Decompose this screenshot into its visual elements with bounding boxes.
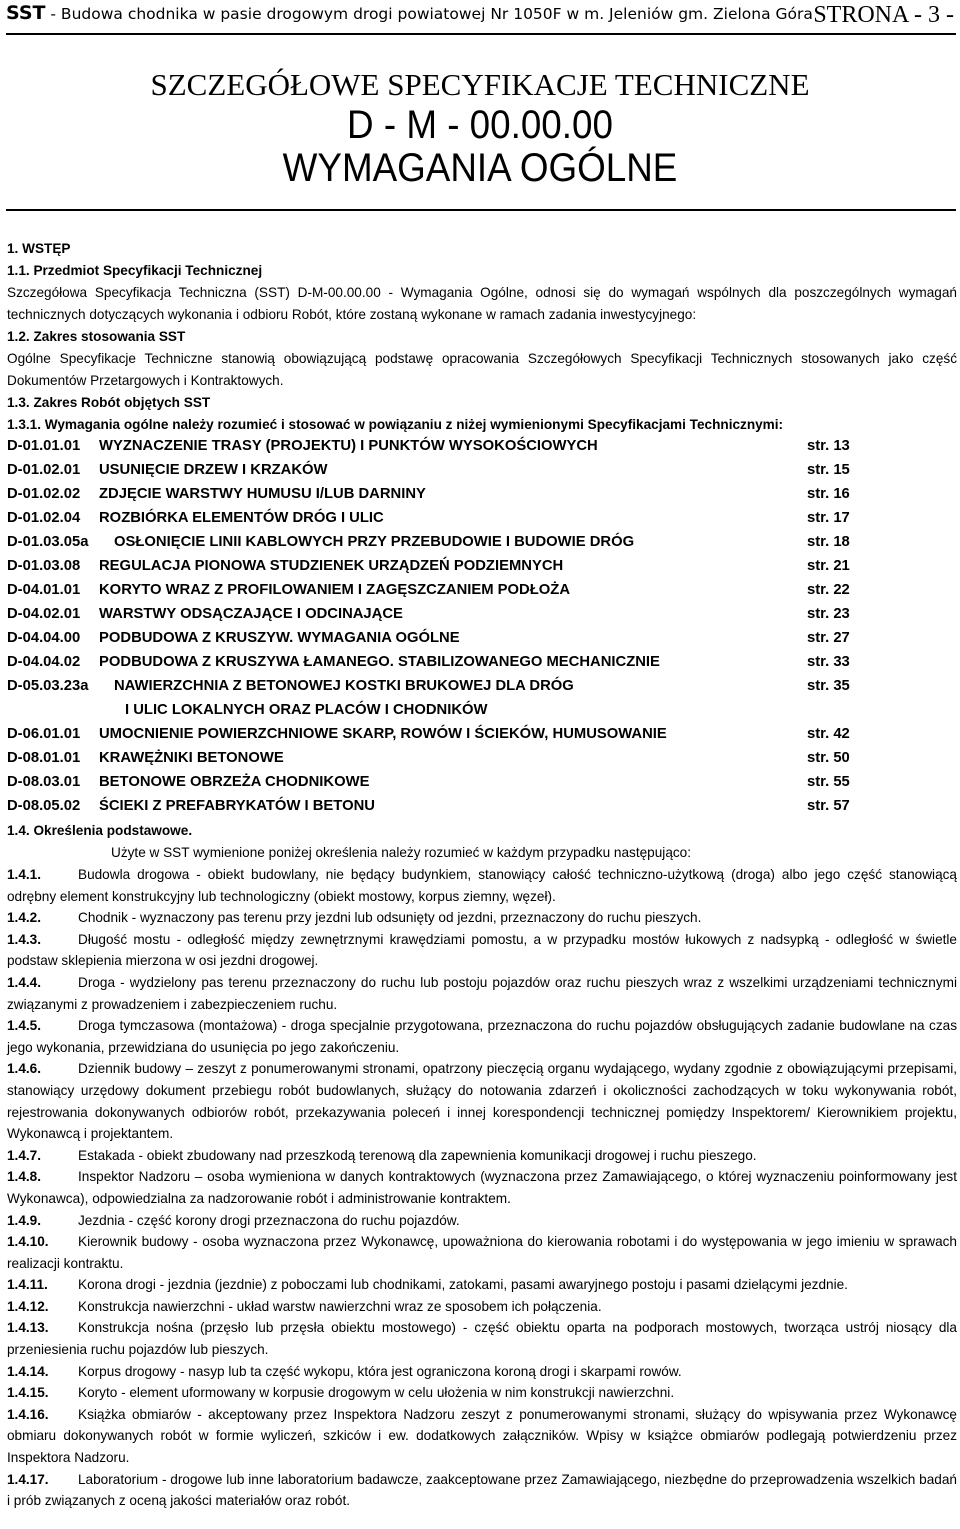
spec-name: KRAWĘŻNIKI BETONOWE bbox=[99, 750, 284, 766]
document-title: SZCZEGÓŁOWE SPECYFIKACJE TECHNICZNE bbox=[150, 67, 810, 102]
definition-number: 1.4.1. bbox=[7, 867, 42, 882]
spec-code: D-08.01.01 bbox=[7, 750, 81, 766]
definition-text: Długość mostu - odległość między zewnętrznymi krawędziami pomostu, a w przypadku mostów łukowych z nadsypką - odległość w świetle podstaw sklepienia mierzona w osi jezdni drogowej. bbox=[7, 931, 957, 969]
definition-number: 1.4.12. bbox=[7, 1298, 49, 1314]
spec-name: PODBUDOWA Z KRUSZYWA ŁAMANEGO. STABILIZOWANEGO MECHANICZNIE bbox=[99, 654, 660, 670]
definition-text: Jezdnia - część korony drogi przeznaczona do ruchu pojazdów. bbox=[78, 1212, 460, 1228]
spec-page: str. 27 bbox=[807, 630, 850, 646]
definition-text: Laboratorium - drogowe lub inne laboratorium badawcze, zaakceptowane przez Zamawiającego, niezbędne do przeprowadzenia wszelkich badań i prób związanych z oceną jakości materiałów oraz robót. bbox=[7, 1471, 957, 1509]
section-heading-1-1: 1.1. Przedmiot Specyfikacji Technicznej bbox=[7, 263, 263, 278]
spec-code: D-04.04.00 bbox=[7, 630, 81, 646]
section-heading-1: 1. WSTĘP bbox=[7, 241, 71, 256]
spec-code: D-01.02.01 bbox=[7, 462, 81, 478]
definition-item bbox=[7, 1058, 957, 1144]
document-body bbox=[7, 238, 957, 1512]
spec-name: ROZBIÓRKA ELEMENTÓW DRÓG I ULIC bbox=[99, 510, 384, 526]
definition-number: 1.4.13. bbox=[7, 1320, 49, 1336]
spec-code: D-04.01.01 bbox=[7, 582, 81, 598]
spec-page: str. 42 bbox=[807, 726, 850, 742]
spec-page: str. 22 bbox=[807, 582, 850, 598]
spec-page: str. 18 bbox=[807, 534, 850, 550]
spec-code: D-06.01.01 bbox=[7, 726, 81, 742]
spec-page: str. 33 bbox=[807, 654, 850, 670]
definition-text: Konstrukcja nawierzchni - układ warstw nawierzchni wraz ze sposobem ich połączenia. bbox=[78, 1298, 602, 1314]
paragraph-1-1: Szczegółowa Specyfikacja Techniczna (SST) D-M-00.00.00 - Wymagania Ogólne, odnosi się do wymagań wspólnych dla poszczególnych wymagań technicznych dotyczących wykonania i odbioru Robót, które zostaną wykonane w ramach zadania inwestycyjnego: bbox=[7, 285, 957, 322]
definition-item bbox=[7, 1382, 957, 1404]
spec-row bbox=[7, 460, 957, 484]
spec-name: PODBUDOWA Z KRUSZYW. WYMAGANIA OGÓLNE bbox=[99, 630, 460, 646]
spec-row bbox=[7, 556, 957, 580]
spec-row bbox=[7, 436, 957, 460]
definition-number: 1.4.15. bbox=[7, 1385, 49, 1401]
definition-number: 1.4.7. bbox=[7, 1147, 42, 1163]
document-subtitle: WYMAGANIA OGÓLNE bbox=[282, 146, 678, 190]
spec-page: str. 23 bbox=[807, 606, 850, 622]
definition-number: 1.4.8. bbox=[7, 1169, 42, 1185]
spec-page: str. 50 bbox=[807, 750, 850, 766]
spec-page: str. 55 bbox=[807, 774, 850, 790]
spec-row bbox=[7, 628, 957, 652]
spec-code: D-05.03.23a bbox=[7, 678, 89, 694]
spec-name: NAWIERZCHNIA Z BETONOWEJ KOSTKI BRUKOWEJ DLA DRÓG bbox=[114, 678, 574, 694]
spec-name: KORYTO WRAZ Z PROFILOWANIEM I ZAGĘSZCZANIEM PODŁOŻA bbox=[99, 582, 571, 598]
spec-code: D-01.01.01 bbox=[7, 438, 81, 454]
document-code: D - M - 00.00.00 bbox=[347, 103, 613, 147]
definition-item bbox=[7, 1274, 957, 1296]
spec-page: str. 17 bbox=[807, 510, 850, 526]
header-sst: SST bbox=[6, 2, 46, 24]
section-heading-1-4: 1.4. Określenia podstawowe. bbox=[7, 823, 193, 838]
definition-item bbox=[7, 1317, 957, 1360]
spec-row bbox=[7, 676, 957, 700]
definition-text: Konstrukcja nośna (przęsło lub przęsła obiektu mostowego) - część obiektu oparta na podporach mostowych, tworząca ustrój niosący dla przeniesienia ruchu pojazdów lub pieszych. bbox=[7, 1320, 957, 1358]
section-heading-1-3-1: 1.3.1. Wymagania ogólne należy rozumieć i stosować w powiązaniu z niżej wymienionymi Specyfikacjami Technicznymi: bbox=[7, 417, 784, 432]
definition-text: Koryto - element uformowany w korpusie drogowym w celu ułożenia w nim konstrukcji nawierzchni. bbox=[78, 1385, 675, 1401]
paragraph-1-2: Ogólne Specyfikacje Techniczne stanowią obowiązującą podstawę opracowania Szczegółowych Specyfikacji Technicznych stosowanych jako część Dokumentów Przetargowych i Kontraktowych. bbox=[7, 351, 957, 388]
spec-row bbox=[7, 532, 957, 556]
spec-row bbox=[7, 580, 957, 604]
definition-item bbox=[7, 1210, 957, 1232]
spec-list bbox=[7, 436, 957, 820]
spec-code: D-01.03.05a bbox=[7, 534, 89, 550]
header-title: - Budowa chodnika w pasie drogowym drogi powiatowej Nr 1050F w m. Jeleniów gm. Zielona Góra bbox=[45, 5, 813, 23]
definition-text: Dziennik budowy – zeszyt z ponumerowanymi stronami, opatrzony pieczęcią organu wydającego, wydany zgodnie z obowiązującymi przepisami, stanowiący urzędowy dokument przebiegu robót budowlanych, służący do notowania zdarzeń i okoliczności zachodzących w toku wykonywania robót, rejestrowania dokonywanych odbiorów robót, przekazywania poleceń i innej korespondencji technicznej pomiędzy Inspektorem/ Kierownikiem projektu, Wykonawcą i projektantem. bbox=[7, 1061, 957, 1142]
definition-number: 1.4.11. bbox=[7, 1277, 48, 1293]
spec-name-continuation: I ULIC LOKALNYCH ORAZ PLACÓW I CHODNIKÓW bbox=[125, 702, 488, 718]
definition-item bbox=[7, 1166, 957, 1209]
definition-number: 1.4.16. bbox=[7, 1406, 49, 1422]
definitions-list bbox=[7, 864, 957, 1512]
spec-row bbox=[7, 772, 957, 796]
spec-row bbox=[7, 748, 957, 772]
definition-number: 1.4.17. bbox=[7, 1471, 49, 1487]
definition-text: Chodnik - wyznaczony pas terenu przy jezdni lub odsunięty od jezdni, przeznaczony do ruchu pieszych. bbox=[78, 910, 702, 926]
definition-item bbox=[7, 1404, 957, 1469]
header-rule bbox=[6, 33, 956, 35]
definition-number: 1.4.3. bbox=[7, 931, 42, 947]
title-rule bbox=[6, 209, 956, 211]
spec-row bbox=[7, 796, 957, 820]
definition-item bbox=[7, 1015, 957, 1058]
spec-name: ZDJĘCIE WARSTWY HUMUSU I/LUB DARNINY bbox=[99, 486, 426, 502]
spec-row bbox=[7, 484, 957, 508]
spec-page: str. 13 bbox=[807, 438, 850, 454]
spec-row bbox=[7, 652, 957, 676]
definition-text: Budowla drogowa - obiekt budowlany, nie będący budynkiem, stanowiący całość techniczno-użytkową (droga) albo jego część stanowiącą odrębny element konstrukcyjny lub technologiczny (obiekt mostowy, korpus ziemny, węzeł). bbox=[7, 867, 957, 904]
spec-name: OSŁONIĘCIE LINII KABLOWYCH PRZY PRZEBUDOWIE I BUDOWIE DRÓG bbox=[114, 534, 635, 550]
definition-item bbox=[7, 972, 957, 1015]
spec-name: ŚCIEKI Z PREFABRYKATÓW I BETONU bbox=[99, 798, 375, 814]
definition-number: 1.4.10. bbox=[7, 1234, 49, 1250]
definition-number: 1.4.4. bbox=[7, 974, 42, 990]
spec-page: str. 15 bbox=[807, 462, 850, 478]
definition-text: Droga - wydzielony pas terenu przeznaczony do ruchu lub postoju pojazdów oraz ruchu pieszych wraz z wszelkimi urządzeniami technicznymi związanymi z prowadzeniem i zabezpieczeniem ruchu. bbox=[7, 974, 957, 1012]
section-heading-1-2: 1.2. Zakres stosowania SST bbox=[7, 329, 186, 344]
definition-item bbox=[7, 1469, 957, 1512]
definition-item bbox=[7, 929, 957, 972]
spec-code: D-08.05.02 bbox=[7, 798, 81, 814]
spec-page: str. 35 bbox=[807, 678, 850, 694]
spec-name: UMOCNIENIE POWIERZCHNIOWE SKARP, ROWÓW I ŚCIEKÓW, HUMUSOWANIE bbox=[99, 726, 667, 742]
spec-page: str. 16 bbox=[807, 486, 850, 502]
definition-text: Książka obmiarów - akceptowany przez Inspektora Nadzoru zeszyt z ponumerowanymi stronami, służący do wpisywania przez Wykonawcę obmiaru dokonywanych robót w formie wyliczeń, szkiców i ew. dodatkowych załączników. Wpisy w książce obmiarów podlegają potwierdzeniu przez Inspektora Nadzoru. bbox=[7, 1406, 957, 1466]
definition-number: 1.4.14. bbox=[7, 1363, 49, 1379]
spec-name: REGULACJA PIONOWA STUDZIENEK URZĄDZEŃ PODZIEMNYCH bbox=[99, 558, 564, 574]
definition-text: Inspektor Nadzoru – osoba wymieniona w danych kontraktowych (wyznaczona przez Zamawiającego, o której wyznaczeniu poinformowany jest Wykonawca), odpowiedzialna za nadzorowanie robót i administrowanie kontraktem. bbox=[7, 1169, 957, 1206]
definition-item bbox=[7, 1231, 957, 1274]
definition-text: Kierownik budowy - osoba wyznaczona przez Wykonawcę, upoważniona do kierowania robotami i do występowania w jego imieniu w sprawach realizacji kontraktu. bbox=[7, 1234, 957, 1271]
spec-name: BETONOWE OBRZEŻA CHODNIKOWE bbox=[99, 774, 370, 790]
definition-item bbox=[7, 864, 957, 907]
definition-item bbox=[7, 907, 957, 929]
spec-code: D-04.02.01 bbox=[7, 606, 81, 622]
header-left bbox=[6, 2, 813, 24]
definition-number: 1.4.5. bbox=[7, 1018, 42, 1034]
definition-number: 1.4.9. bbox=[7, 1212, 42, 1228]
spec-page: str. 57 bbox=[807, 798, 850, 814]
definition-text: Droga tymczasowa (montażowa) - droga specjalnie przygotowana, przeznaczona do ruchu pojazdów obsługujących zadanie budowlane na czas jego wykonania, przewidziana do usunięcia po jego zakończeniu. bbox=[7, 1018, 957, 1055]
definition-text: Korpus drogowy - nasyp lub ta część wykopu, która jest ograniczona koroną drogi i skarpami rowów. bbox=[78, 1363, 682, 1379]
spec-name: WARSTWY ODSĄCZAJĄCE I ODCINAJĄCE bbox=[99, 606, 403, 622]
spec-page: str. 21 bbox=[807, 558, 850, 574]
definition-number: 1.4.2. bbox=[7, 910, 42, 926]
section-heading-1-3: 1.3. Zakres Robót objętych SST bbox=[7, 395, 211, 410]
spec-row-continuation bbox=[7, 700, 957, 724]
definition-item bbox=[7, 1145, 957, 1167]
spec-code: D-01.02.04 bbox=[7, 510, 81, 526]
definition-text: Korona drogi - jezdnia (jezdnie) z poboczami lub chodnikami, zatokami, pasami awaryjnego postoju i pasami dzielącymi jezdnie. bbox=[78, 1277, 848, 1293]
spec-row bbox=[7, 604, 957, 628]
spec-code: D-04.04.02 bbox=[7, 654, 81, 670]
spec-row bbox=[7, 508, 957, 532]
page-number: STRONA - 3 - bbox=[813, 2, 954, 28]
spec-name: USUNIĘCIE DRZEW I KRZAKÓW bbox=[99, 462, 328, 478]
spec-code: D-01.02.02 bbox=[7, 486, 81, 502]
spec-row bbox=[7, 724, 957, 748]
definition-item bbox=[7, 1361, 957, 1383]
definition-text: Estakada - obiekt zbudowany nad przeszkodą terenową dla zapewnienia komunikacji drogowej i ruchu pieszego. bbox=[78, 1147, 757, 1163]
definition-item bbox=[7, 1296, 957, 1318]
definitions-intro: Użyte w SST wymienione poniżej określenia należy rozumieć w każdym przypadku następująco: bbox=[111, 845, 692, 860]
spec-name: WYZNACZENIE TRASY (PROJEKTU) I PUNKTÓW WYSOKOŚCIOWYCH bbox=[99, 438, 598, 454]
page-header bbox=[6, 2, 956, 32]
spec-code: D-01.03.08 bbox=[7, 558, 81, 574]
spec-code: D-08.03.01 bbox=[7, 774, 81, 790]
definition-number: 1.4.6. bbox=[7, 1061, 42, 1077]
